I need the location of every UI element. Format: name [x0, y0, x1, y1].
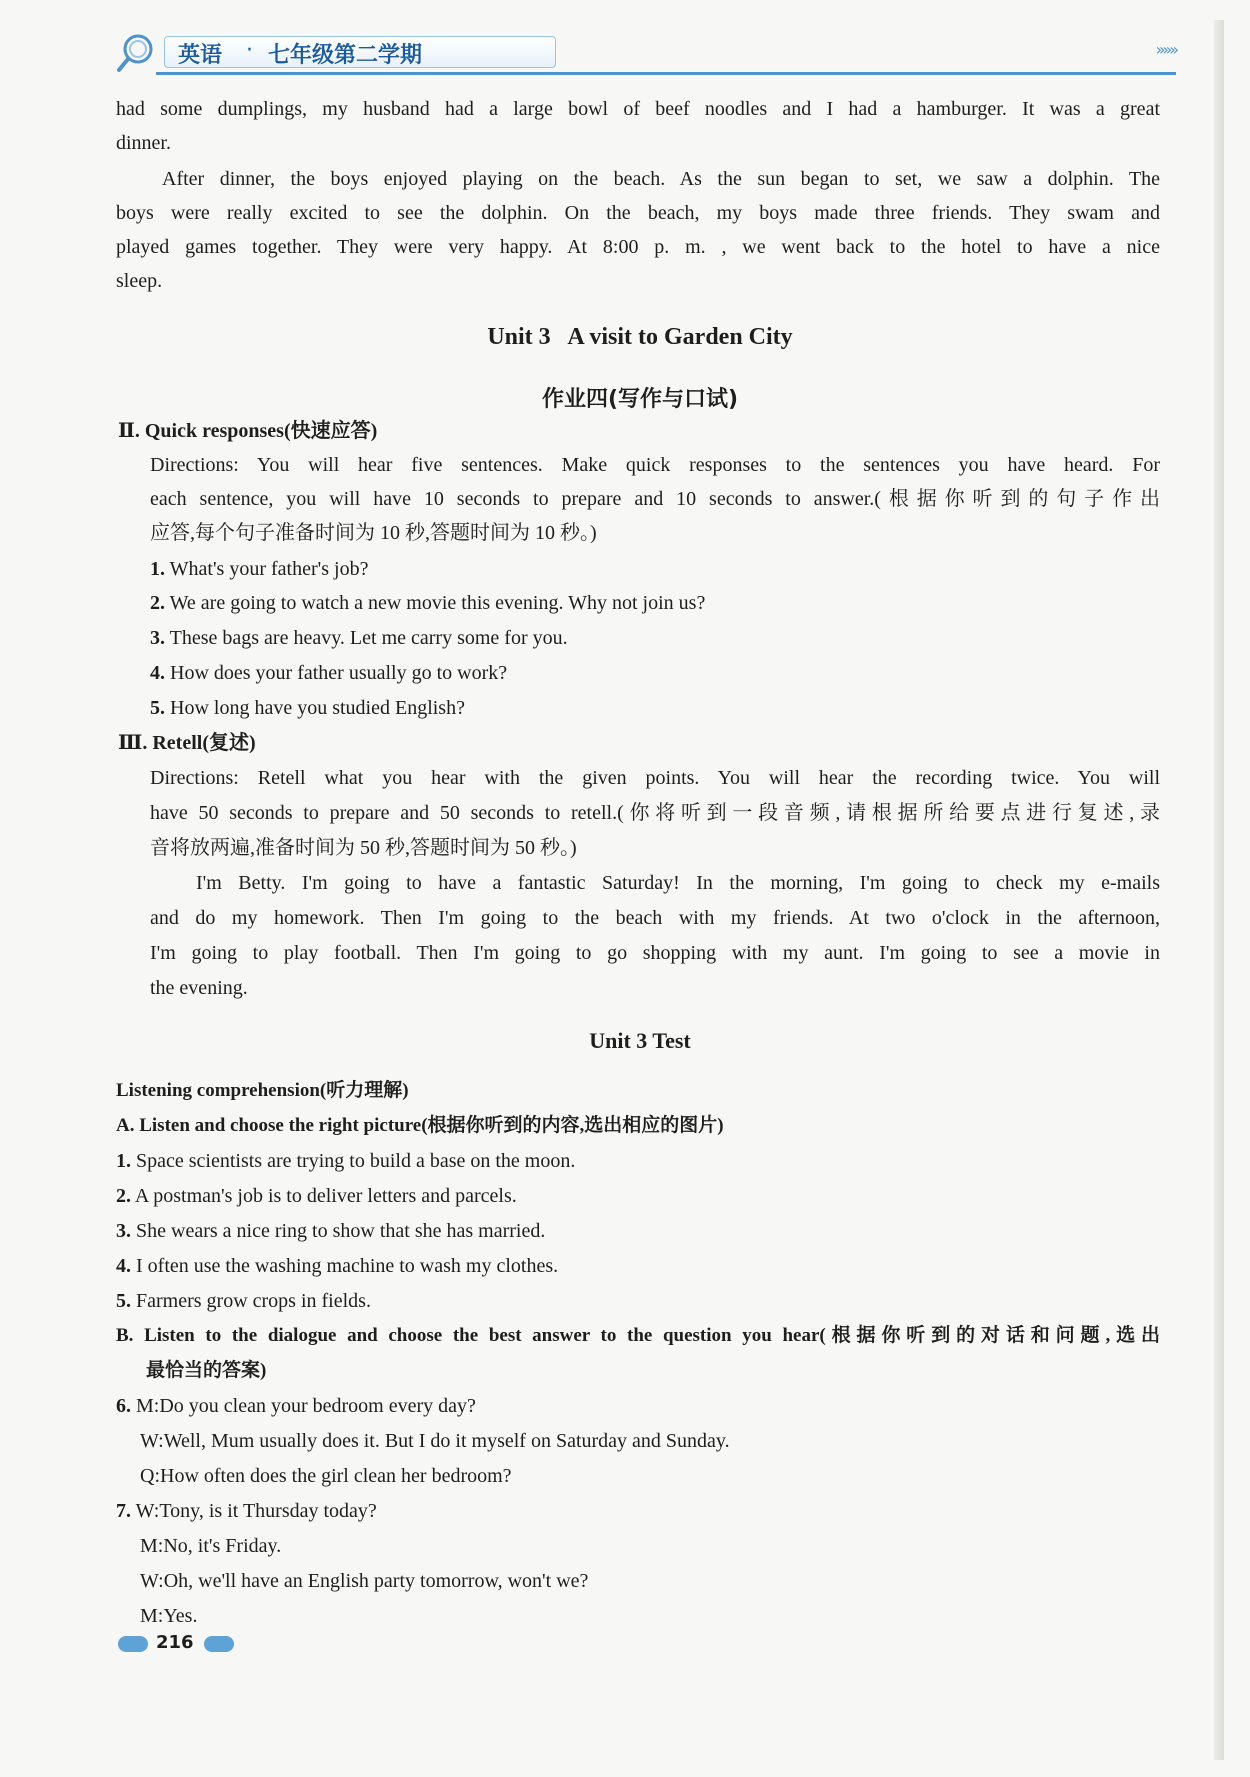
question-number: 2.	[150, 592, 165, 614]
question-number: 4.	[150, 662, 165, 684]
dialogue-text: W:Tony, is it Thursday today?	[135, 1500, 377, 1522]
dialogue-line	[116, 1393, 476, 1419]
header-arrows-icon: ››››››	[1155, 40, 1176, 59]
homework-title: 作业四(写作与口试)	[541, 387, 739, 412]
passage-line: played games together. They were very happy. At 8:00 p. m. , we went back to the hotel to have a nice	[116, 236, 1160, 258]
dialogue-text: M:Do you clean your bedroom every day?	[136, 1395, 476, 1417]
directions-line: have 50 seconds to prepare and 50 seconds to retell.(你将听到一段音频,请根据所给要点进行复述,录	[150, 802, 1160, 824]
passage-line: boys were really excited to see the dolphin. On the beach, my boys made three friends. They swam and	[116, 202, 1160, 224]
header-rule	[156, 72, 1176, 75]
part-b-heading: 最恰当的答案)	[146, 1360, 267, 1381]
question-item	[116, 1148, 575, 1174]
question-item	[150, 695, 465, 721]
page-footer	[118, 1630, 238, 1658]
page-number-decoration-icon	[118, 1636, 148, 1652]
question-number: 1.	[150, 558, 165, 580]
question-item	[116, 1218, 545, 1244]
page-header	[116, 30, 1176, 76]
question-item	[150, 660, 507, 686]
page-number: 216	[156, 1632, 194, 1653]
section-number: Ⅲ.	[118, 732, 148, 754]
header-separator: ·	[246, 38, 253, 63]
question-item	[150, 625, 568, 651]
test-title: Unit 3 Test	[589, 1028, 691, 1053]
directions-line: 应答,每个句子准备时间为 10 秒,答题时间为 10 秒。)	[150, 522, 597, 544]
retell-line: the evening.	[150, 977, 248, 999]
retell-line: I'm Betty. I'm going to have a fantastic Saturday! In the morning, I'm going to check my e-mails	[196, 872, 1160, 894]
section-heading	[118, 730, 256, 756]
question-item	[116, 1183, 517, 1209]
question-number: 5.	[116, 1290, 131, 1312]
passage-line: After dinner, the boys enjoyed playing on the beach. As the sun began to set, we saw a dolphin. The	[162, 168, 1160, 190]
question-number: 5.	[150, 697, 165, 719]
question-text: How long have you studied English?	[170, 697, 465, 719]
part-a-heading: A. Listen and choose the right picture(根据你听到的内容,选出相应的图片)	[116, 1115, 724, 1136]
question-text: We are going to watch a new movie this evening. Why not join us?	[169, 592, 706, 614]
question-item	[116, 1253, 558, 1279]
page-number-decoration-icon	[204, 1636, 234, 1652]
page-spine-shadow	[1214, 20, 1224, 1760]
retell-line: and do my homework. Then I'm going to the beach with my friends. At two o'clock in the afternoon,	[150, 907, 1160, 929]
directions-line: 音将放两遍,准备时间为 50 秒,答题时间为 50 秒。)	[150, 837, 577, 859]
dialogue-line: M:Yes.	[140, 1605, 198, 1627]
listening-heading: Listening comprehension(听力理解)	[116, 1080, 409, 1101]
passage-line: sleep.	[116, 270, 163, 292]
question-number: 2.	[116, 1185, 131, 1207]
dialogue-line: W:Oh, we'll have an English party tomorrow, won't we?	[140, 1570, 589, 1592]
header-subject: 英语	[178, 43, 223, 68]
question-text: A postman's job is to deliver letters and parcels.	[134, 1185, 517, 1207]
question-number: 1.	[116, 1150, 131, 1172]
question-text: Farmers grow crops in fields.	[136, 1290, 371, 1312]
question-number: 6.	[116, 1395, 131, 1417]
passage-line: had some dumplings, my husband had a large bowl of beef noodles and I had a hamburger. It was a great	[116, 98, 1160, 120]
question-text: These bags are heavy. Let me carry some for you.	[169, 627, 568, 649]
question-text: What's your father's job?	[169, 558, 369, 580]
question-text: I often use the washing machine to wash my clothes.	[136, 1255, 559, 1277]
dialogue-line: W:Well, Mum usually does it. But I do it myself on Saturday and Sunday.	[140, 1430, 730, 1452]
magnifier-icon	[116, 32, 158, 74]
section-number: Ⅱ.	[118, 420, 140, 442]
dialogue-line: M:No, it's Friday.	[140, 1535, 282, 1557]
directions-line: Directions: Retell what you hear with the given points. You will hear the recording twice. You will	[150, 767, 1160, 789]
passage-line: dinner.	[116, 132, 171, 154]
question-item	[150, 556, 368, 582]
question-text: Space scientists are trying to build a base on the moon.	[136, 1150, 576, 1172]
unit-title: Unit 3 A visit to Garden City	[487, 324, 793, 350]
section-title: Quick responses(快速应答)	[144, 420, 378, 442]
question-text: She wears a nice ring to show that she has married.	[136, 1220, 546, 1242]
section-title: Retell(复述)	[152, 732, 256, 754]
question-number: 7.	[116, 1500, 131, 1522]
part-b-heading: B. Listen to the dialogue and choose the best answer to the question you hear(根据你听到的对话和问题,选出	[116, 1325, 1160, 1346]
directions-line: each sentence, you will have 10 seconds to prepare and 10 seconds to answer.(根据你听到的句子作出	[150, 488, 1160, 510]
directions-line: Directions: You will hear five sentences. Make quick responses to the sentences you have heard. For	[150, 454, 1160, 476]
question-text: How does your father usually go to work?	[170, 662, 508, 684]
question-item	[116, 1288, 371, 1314]
question-number: 3.	[116, 1220, 131, 1242]
dialogue-line	[116, 1498, 377, 1524]
question-item	[150, 590, 705, 616]
question-number: 4.	[116, 1255, 131, 1277]
retell-line: I'm going to play football. Then I'm going to go shopping with my aunt. I'm going to see a movie in	[150, 942, 1160, 964]
question-number: 3.	[150, 627, 165, 649]
header-grade: 七年级第二学期	[268, 43, 423, 68]
section-heading	[118, 418, 377, 444]
dialogue-line: Q:How often does the girl clean her bedroom?	[140, 1465, 512, 1487]
